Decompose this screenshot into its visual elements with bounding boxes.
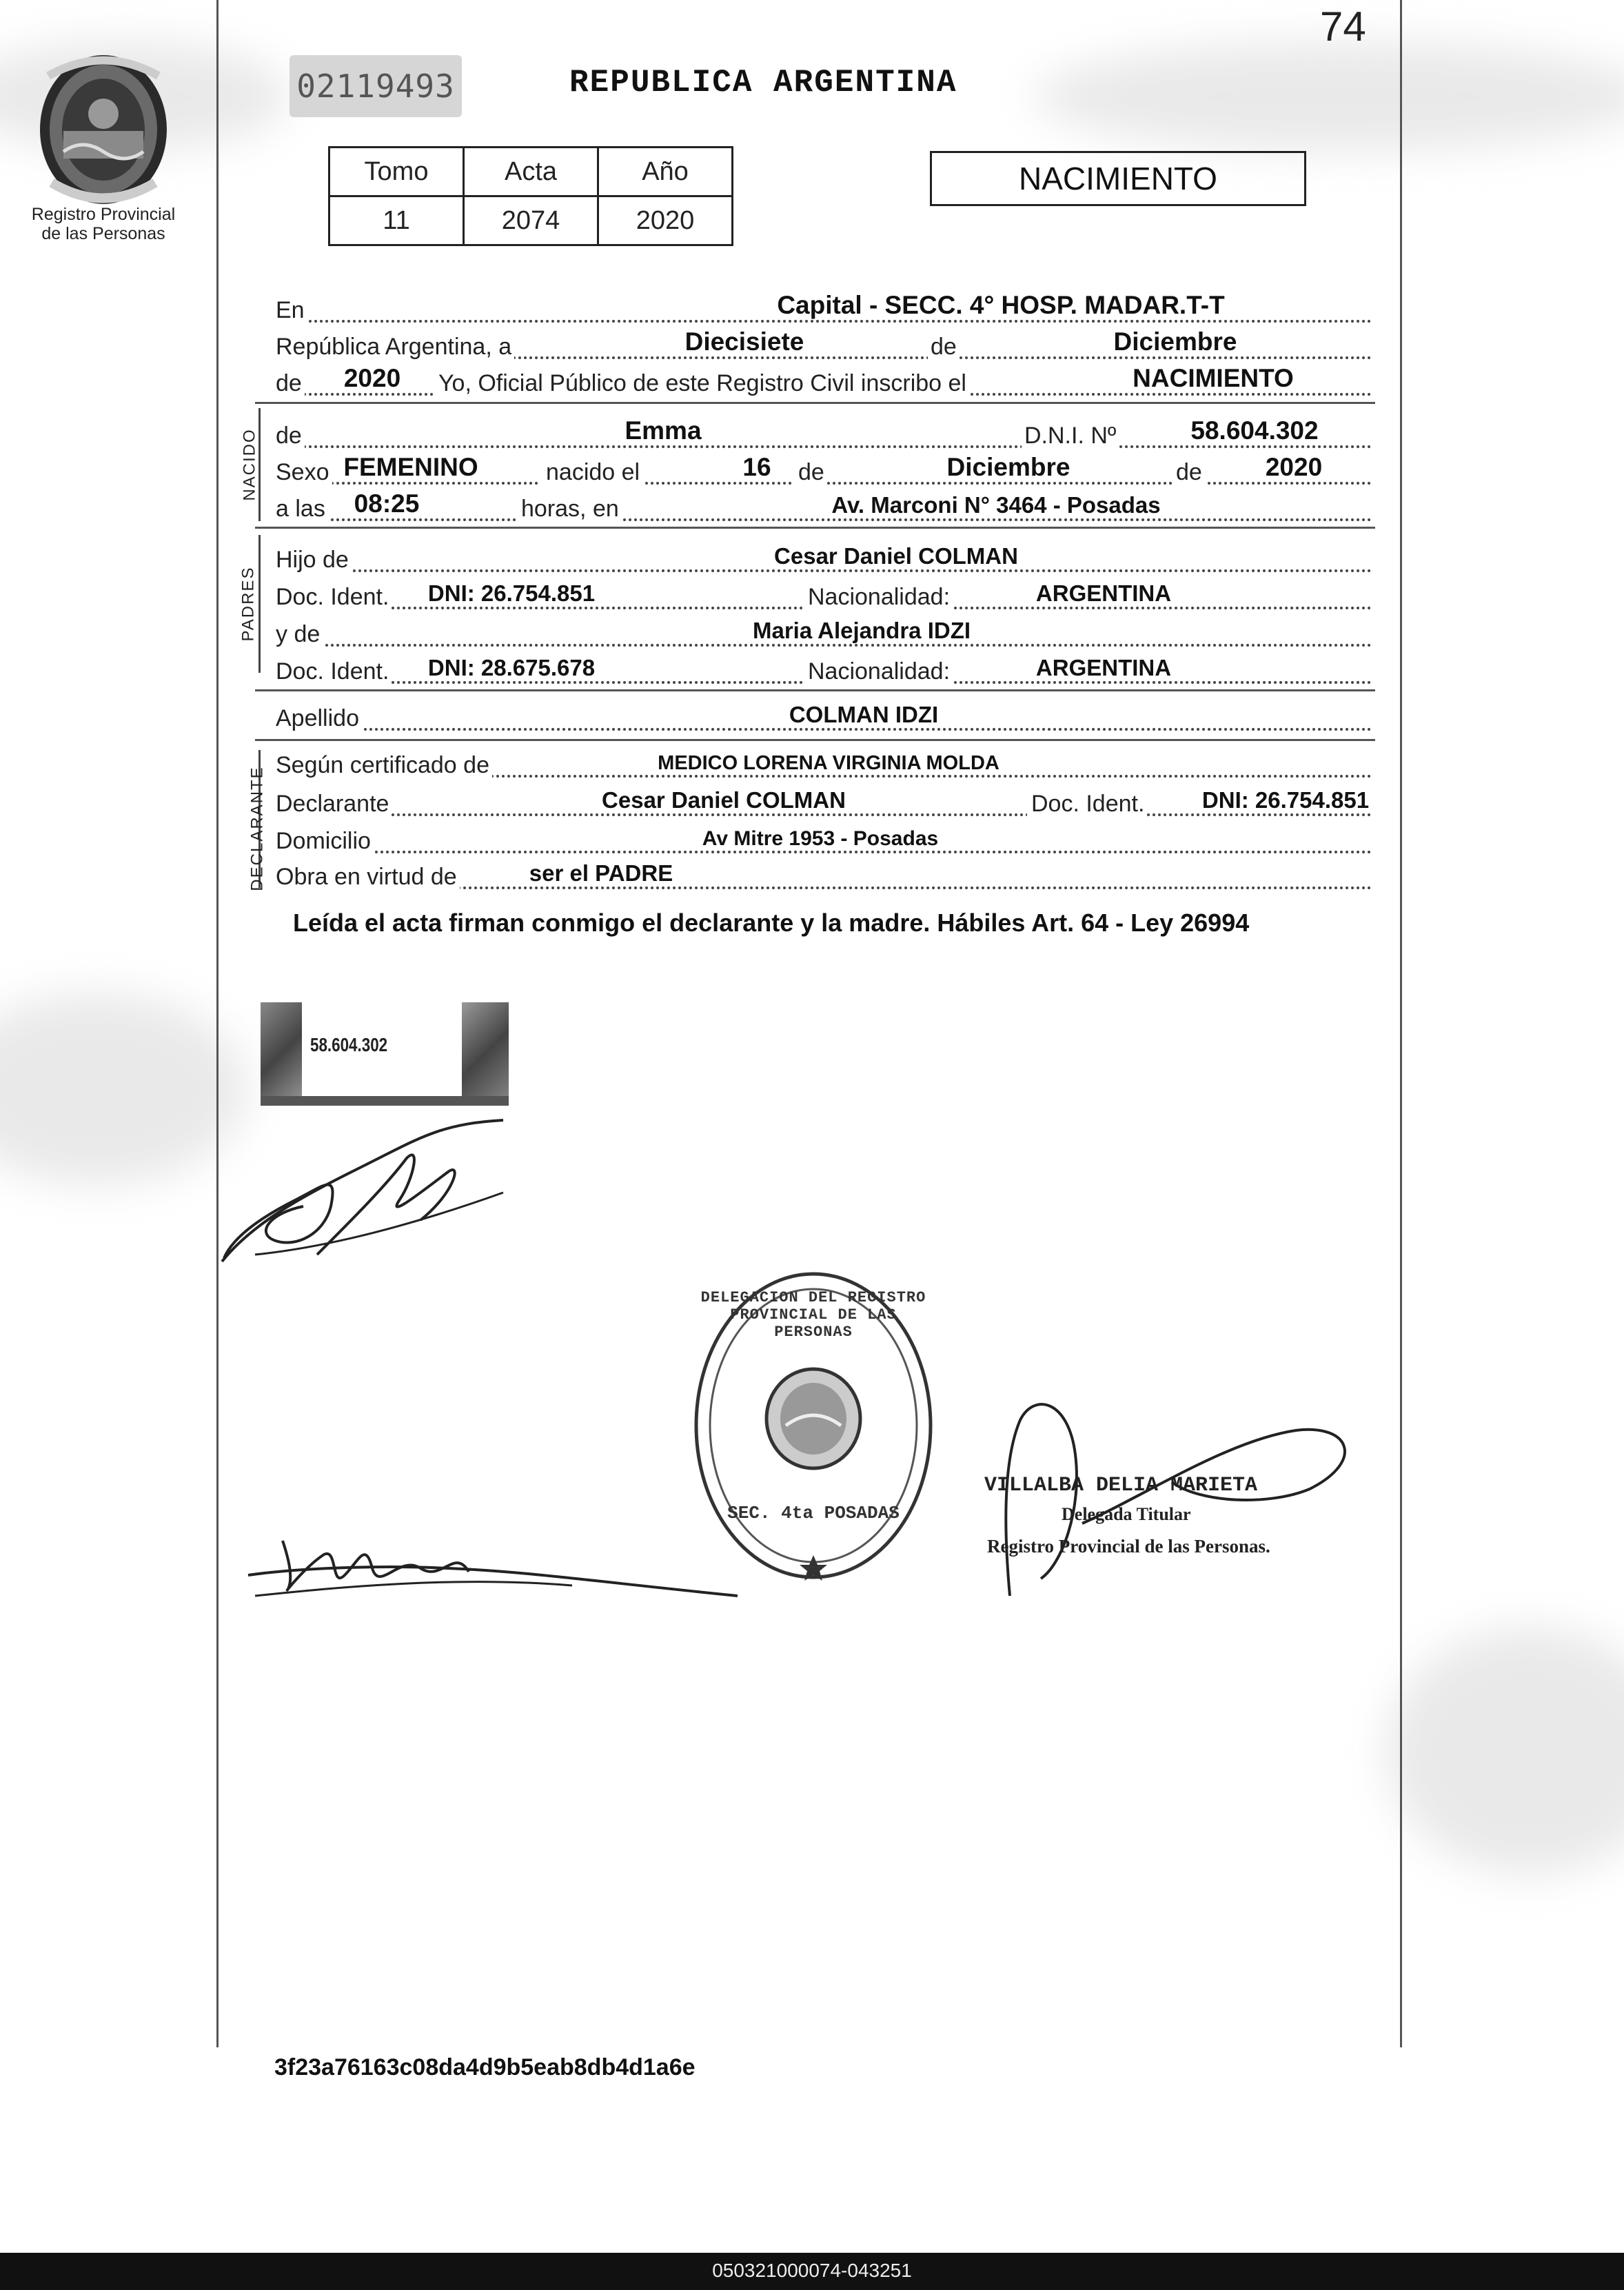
- label-obra-en-virtud: Obra en virtud de: [276, 864, 460, 891]
- separator: [255, 402, 1375, 404]
- declarant-signature: [214, 1117, 517, 1268]
- acta-value: 2074: [464, 196, 598, 245]
- section-bracket: [258, 535, 261, 673]
- registry-caption-line: de las Personas: [41, 224, 165, 243]
- page-number: 74: [1320, 3, 1366, 50]
- official-role: Delegada Titular: [1062, 1504, 1191, 1524]
- label-de: de: [794, 459, 827, 486]
- act-value: NACIMIENTO: [1133, 364, 1294, 392]
- capacity-row: [276, 859, 1372, 893]
- mother-doc-value: DNI: 28.675.678: [427, 655, 596, 680]
- registry-caption-line: Registro Provincial: [31, 205, 176, 224]
- fingerprint-pattern: [261, 1002, 302, 1106]
- mother-doc-row: [276, 653, 1372, 688]
- declarant-doc-value: DNI: 26.754.851: [1201, 787, 1370, 813]
- label-doc-ident: Doc. Ident.: [276, 584, 392, 611]
- label-a-las: a las: [276, 496, 328, 523]
- separator: [255, 689, 1375, 691]
- label-de: de: [928, 334, 960, 361]
- stamp-inner-text: SEC. 4ta POSADAS: [727, 1503, 900, 1523]
- reference-table: [328, 146, 733, 246]
- name-row: [276, 418, 1372, 452]
- tomo-header: Tomo: [329, 148, 464, 196]
- certificate-value: MEDICO LORENA VIRGINIA MOLDA: [658, 752, 999, 774]
- fingerprint-bottom-bar: [261, 1096, 509, 1106]
- scan-smudge: [0, 993, 248, 1186]
- fingerprint-id: 58.604.302: [310, 1034, 388, 1055]
- declarant-value: Cesar Daniel COLMAN: [602, 787, 846, 813]
- name-value: Emma: [625, 416, 702, 445]
- date-row: [276, 329, 1372, 363]
- label-nacionalidad: Nacionalidad:: [804, 658, 953, 685]
- tomo-value: 11: [329, 196, 464, 245]
- anio-header: Año: [598, 148, 733, 196]
- sex-value: FEMENINO: [343, 453, 478, 481]
- declarant-row: [276, 786, 1372, 820]
- document-hash: 3f23a76163c08da4d9b5eab8db4d1a6e: [274, 2054, 696, 2080]
- label-horas-en: horas, en: [518, 496, 622, 523]
- section-label-padres: PADRES: [238, 566, 258, 642]
- address-value: Av Mitre 1953 - Posadas: [702, 827, 939, 850]
- label-republica: República Argentina, a: [276, 334, 514, 361]
- scan-smudge: [1034, 41, 1624, 152]
- label-declarante: Declarante: [276, 791, 392, 818]
- capacity-value: ser el PADRE: [529, 860, 673, 886]
- fingerprint-pattern: [462, 1002, 509, 1106]
- document-title: REPUBLICA ARGENTINA: [569, 65, 957, 101]
- label-apellido: Apellido: [276, 705, 362, 732]
- separator: [255, 739, 1375, 741]
- birth-day-value: 16: [742, 453, 771, 481]
- father-doc-value: DNI: 26.754.851: [427, 580, 596, 606]
- day-words-value: Diecisiete: [684, 327, 804, 356]
- mother-value: Maria Alejandra IDZI: [752, 618, 971, 643]
- label-de: de: [276, 370, 305, 397]
- sex-row: [276, 454, 1372, 489]
- surname-value: COLMAN IDZI: [789, 702, 939, 727]
- serial-number-stamp: 02119493: [290, 55, 462, 117]
- province-seal-logo: [34, 48, 172, 207]
- label-hijo-de: Hijo de: [276, 547, 352, 574]
- label-dni: D.N.I. Nº: [1022, 423, 1119, 449]
- label-segun-certificado: Según certificado de: [276, 752, 492, 779]
- label-yo: Yo, Oficial Público de este Registro Civil inscribo el: [436, 370, 969, 397]
- surname-row: [276, 700, 1372, 735]
- birth-year-value: 2020: [1265, 453, 1323, 481]
- label-domicilio: Domicilio: [276, 828, 374, 855]
- registrar-signature: [241, 1527, 738, 1610]
- certificate-row: [276, 747, 1372, 782]
- father-row: [276, 542, 1372, 576]
- separator: [255, 527, 1375, 529]
- left-margin-line: [216, 0, 219, 2047]
- year-value: 2020: [343, 364, 401, 392]
- father-value: Cesar Daniel COLMAN: [774, 543, 1018, 569]
- label-en: En: [276, 297, 307, 324]
- father-doc-row: [276, 579, 1372, 614]
- birth-time-value: 08:25: [354, 489, 420, 518]
- label-de: de: [276, 423, 305, 449]
- act-type-box: NACIMIENTO: [930, 151, 1306, 206]
- dni-value: 58.604.302: [1190, 416, 1319, 445]
- place-value: Capital - SECC. 4° HOSP. MADAR.T-T: [777, 291, 1225, 319]
- month-value: Diciembre: [1113, 327, 1237, 356]
- label-doc-ident: Doc. Ident.: [276, 658, 392, 685]
- closing-statement: Leída el acta firman conmigo el declarante y la madre. Hábiles Art. 64 - Ley 26994: [293, 909, 1250, 937]
- label-doc-ident: Doc. Ident.: [1027, 791, 1147, 818]
- label-nacionalidad: Nacionalidad:: [804, 584, 953, 611]
- label-sexo: Sexo: [276, 459, 332, 486]
- label-nacido-el: nacido el: [539, 459, 642, 486]
- birth-month-value: Diciembre: [946, 453, 1070, 481]
- official-registry: Registro Provincial de las Personas.: [987, 1536, 1270, 1557]
- father-nationality-value: ARGENTINA: [1035, 580, 1172, 606]
- stamp-outer-text: DELEGACION DEL REGISTRO PROVINCIAL DE LAS PERSONAS: [700, 1289, 926, 1341]
- place-row: [276, 292, 1372, 327]
- birth-place-value: Av. Marconi N° 3464 - Posadas: [831, 492, 1161, 518]
- address-row: [276, 823, 1372, 858]
- scan-smudge: [1386, 1627, 1624, 1875]
- footer-code: 050321000074-043251: [712, 2260, 912, 2281]
- registry-caption: [14, 205, 193, 243]
- mother-nationality-value: ARGENTINA: [1035, 655, 1172, 680]
- right-margin-line: [1400, 0, 1402, 2047]
- section-label-nacido: NACIDO: [240, 428, 259, 501]
- section-label-declarante: DECLARANTE: [247, 766, 267, 891]
- label-y-de: y de: [276, 621, 323, 648]
- time-row: [276, 491, 1372, 525]
- official-name: VILLALBA DELIA MARIETA: [984, 1474, 1258, 1497]
- label-de: de: [1172, 459, 1205, 486]
- year-row: [276, 365, 1372, 400]
- acta-header: Acta: [464, 148, 598, 196]
- anio-value: 2020: [598, 196, 733, 245]
- mother-row: [276, 616, 1372, 651]
